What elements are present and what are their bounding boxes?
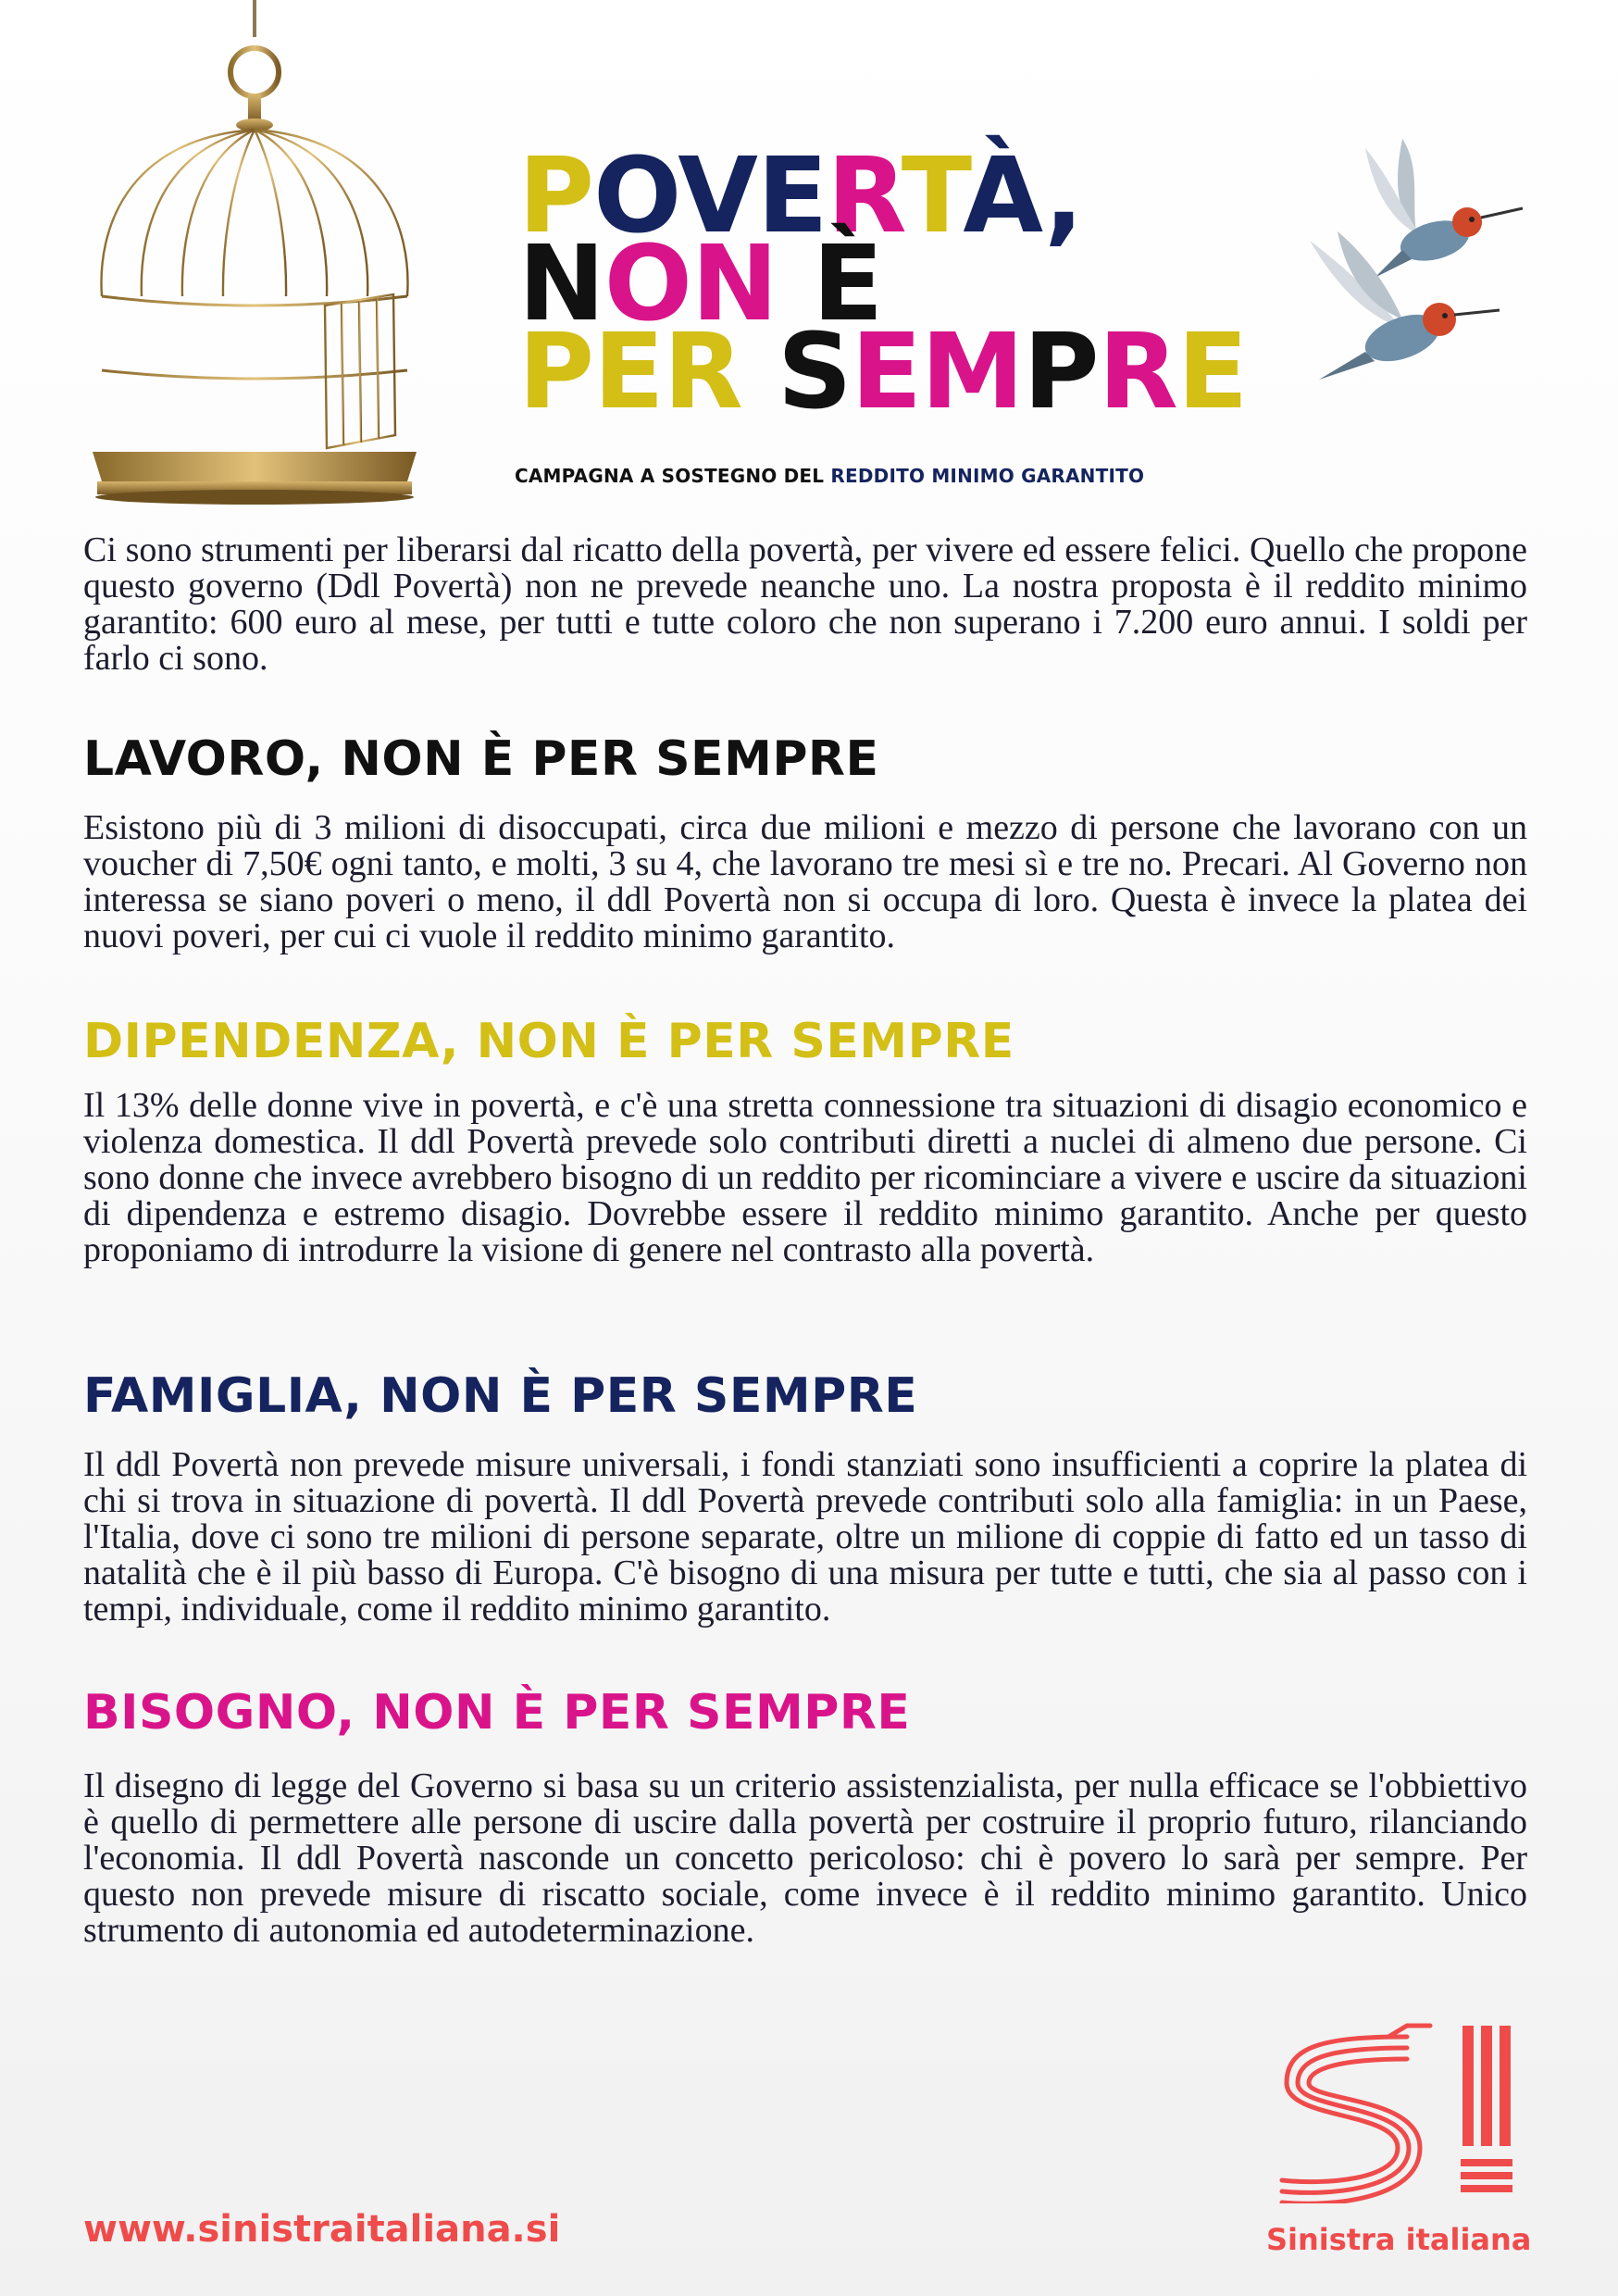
website-link[interactable]: www.sinistraitaliana.si <box>83 2208 561 2251</box>
subtitle-highlight: REDDITO MINIMO GARANTITO <box>830 465 1145 487</box>
section-title-bisogno: BISOGNO, NON È PER SEMPRE <box>83 1685 911 1741</box>
title-chunk: À, <box>963 136 1083 256</box>
title-chunk: S <box>777 312 852 432</box>
section-body-dipendenza: Il 13% delle donne vive in povertà, e c'è una stretta connessione tra situazioni di disagio economico e violenza domestica. Il ddl Povertà prevede solo contributi diretti a nuclei di almeno due persone. Ci sono donne che invece avrebbero bisogno di un reddito per ricominciare a vivere e uscire da situazioni di dipendenza e estremo disagio. Dovrebbe essere il reddito minimo garantito. Anche per questo proponiamo di introdurre la visione di genere nel contrasto alla povertà. <box>83 1086 1527 1269</box>
title-chunk: P <box>518 136 594 256</box>
page-title <box>518 136 1248 432</box>
section-body-lavoro: Esistono più di 3 milioni di disoccupati, circa due milioni e mezzo di persone che lavorano con un voucher di 7,50€ ogni tanto, e molti, 3 su 4, che lavorano tre mesi sì e tre no. Precari. Al Governo non interessa se siano poveri o meno, il ddl Povertà non si occupa di loro. Questa è invece la platea dei nuovi poveri, per cui ci vuole il reddito minimo garantito. <box>83 808 1527 955</box>
campaign-subtitle <box>515 465 1144 487</box>
title-chunk: N <box>518 224 604 344</box>
subtitle-prefix: CAMPAGNA A SOSTEGNO DEL <box>515 465 831 487</box>
title-chunk: ON <box>604 224 778 344</box>
intro-paragraph: Ci sono strumenti per liberarsi dal ricatto della povertà, per vivere ed essere felici. Quello che propone questo governo (Ddl Povertà) non ne prevede neanche uno. La nostra proposta è il reddito minimo garantito: 600 euro al mese, per tutti e tutte coloro che non superano i 7.200 euro annui. I soldi per farlo ci sono. <box>83 530 1527 678</box>
section-title-lavoro: LAVORO, NON È PER SEMPRE <box>83 731 879 787</box>
section-body-famiglia: Il ddl Povertà non prevede misure universali, i fondi stanziati sono insufficienti a coprire la platea di chi si trova in situazione di povertà. Il ddl Povertà prevede contributi solo alla famiglia: in un Paese, l'Italia, dove ci sono tre milioni di persone separate, oltre un milione di coppie di fatto ed un tasso di natalità che è il più basso di Europa. C'è bisogno di una misura per tutte e tutti, che sia al passo con i tempi, individuale, come il reddito minimo garantito. <box>83 1445 1527 1628</box>
section-title-famiglia: FAMIGLIA, NON È PER SEMPRE <box>83 1368 918 1424</box>
section-title-dipendenza: DIPENDENZA, NON È PER SEMPRE <box>83 1014 1014 1069</box>
title-chunk: E <box>1176 312 1248 432</box>
title-chunk: OVE <box>593 136 828 256</box>
title-chunk: P <box>1023 312 1099 432</box>
birdcage-icon <box>88 0 421 505</box>
title-chunk: È <box>812 224 883 344</box>
title-chunk: PER <box>518 312 778 432</box>
section-body-bisogno: Il disegno di legge del Governo si basa su un criterio assistenzialista, per nulla efficace se l'obbiettivo è quello di permettere alle persone di uscire dalla povertà per costruire il proprio futuro, rilanciando l'economia. Il ddl Povertà nasconde un concetto pericoloso: chi è povero lo sarà per sempre. Per questo non prevede misure di riscatto sociale, come invece è il reddito minimo garantito. Unico strumento di autonomia ed autodeterminazione. <box>83 1766 1527 1950</box>
si-logo-icon <box>1268 2018 1546 2203</box>
hummingbirds-icon <box>1301 130 1532 398</box>
title-chunk: EM <box>851 312 1024 432</box>
logo-text: Sinistra italiana <box>1266 2222 1532 2257</box>
title-chunk: R <box>1098 312 1177 432</box>
title-chunk: T <box>901 136 964 256</box>
title-line-3 <box>518 312 1248 432</box>
title-chunk: R <box>827 136 902 256</box>
